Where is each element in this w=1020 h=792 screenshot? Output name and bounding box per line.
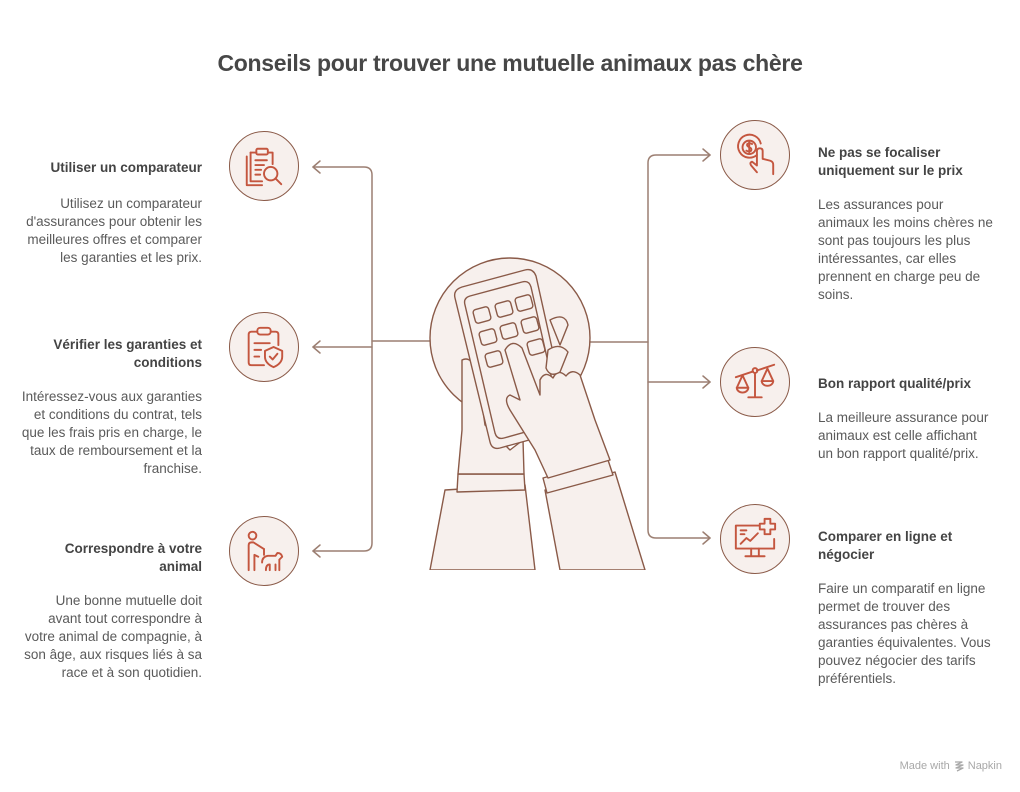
scales-icon [732,359,778,405]
tip-heading: Utiliser un comparateur [50,160,202,175]
tip-body: Intéressez-vous aux garanties et conditions du contrat, tels que les frais pris en charge, le taux de remboursement et la franchise. [21,389,202,476]
clipboard-shield-icon [241,324,287,370]
tip-utiliser-comparateur [20,159,202,267]
tip-body: Faire un comparatif en ligne permet de trouver des assurances pas chères à garanties équivalentes. Vous pouvez négocier des tarifs préférentiels. [818,581,991,686]
napkin-logo-icon [954,760,964,772]
dollar-hand-icon-circle [720,120,790,190]
tip-heading: Comparer en ligne et négocier [818,529,953,562]
clipboard-shield-icon-circle [229,312,299,382]
tip-body: Une bonne mutuelle doit avant tout correspondre à votre animal de compagnie, à son âge, aux risques liés à sa race et à son quotidien. [24,593,202,680]
person-dog-icon-circle [229,516,299,586]
tip-bon-rapport [818,375,993,463]
tip-comparer-en-ligne [818,528,993,688]
made-with-label: Made with [899,760,950,772]
tip-body: La meilleure assurance pour animaux est celle affichant un bon rapport qualité/prix. [818,410,989,461]
tip-heading: Bon rapport qualité/prix [818,376,972,391]
tip-ne-pas-focaliser-prix [818,144,993,304]
dollar-hand-icon [732,132,778,178]
tip-heading: Vérifier les garanties et conditions [53,337,202,370]
tip-correspondre-animal [20,540,202,682]
tip-body: Utilisez un comparateur d'assurances pour obtenir les meilleures offres et comparer les garanties et les prix. [26,196,202,265]
scales-icon-circle [720,347,790,417]
tip-heading: Correspondre à votre animal [64,541,202,574]
napkin-brand: Napkin [967,760,1002,772]
tip-heading: Ne pas se focaliser uniquement sur le prix [818,145,963,178]
monitor-chart-plus-icon [732,516,778,562]
made-with-napkin-badge[interactable] [900,760,1002,772]
page-title: Conseils pour trouver une mutuelle animaux pas chère [217,50,803,76]
tip-verifier-garanties [20,336,202,478]
monitor-chart-plus-icon-circle [720,504,790,574]
clipboard-search-icon-circle [229,131,299,201]
hands-holding-calculator-icon [400,250,650,570]
person-dog-icon [241,528,287,574]
clipboard-search-icon [241,143,287,189]
tip-body: Les assurances pour animaux les moins chères ne sont pas toujours les plus intéressantes, car elles prennent en charge peu de soins. [818,197,993,302]
